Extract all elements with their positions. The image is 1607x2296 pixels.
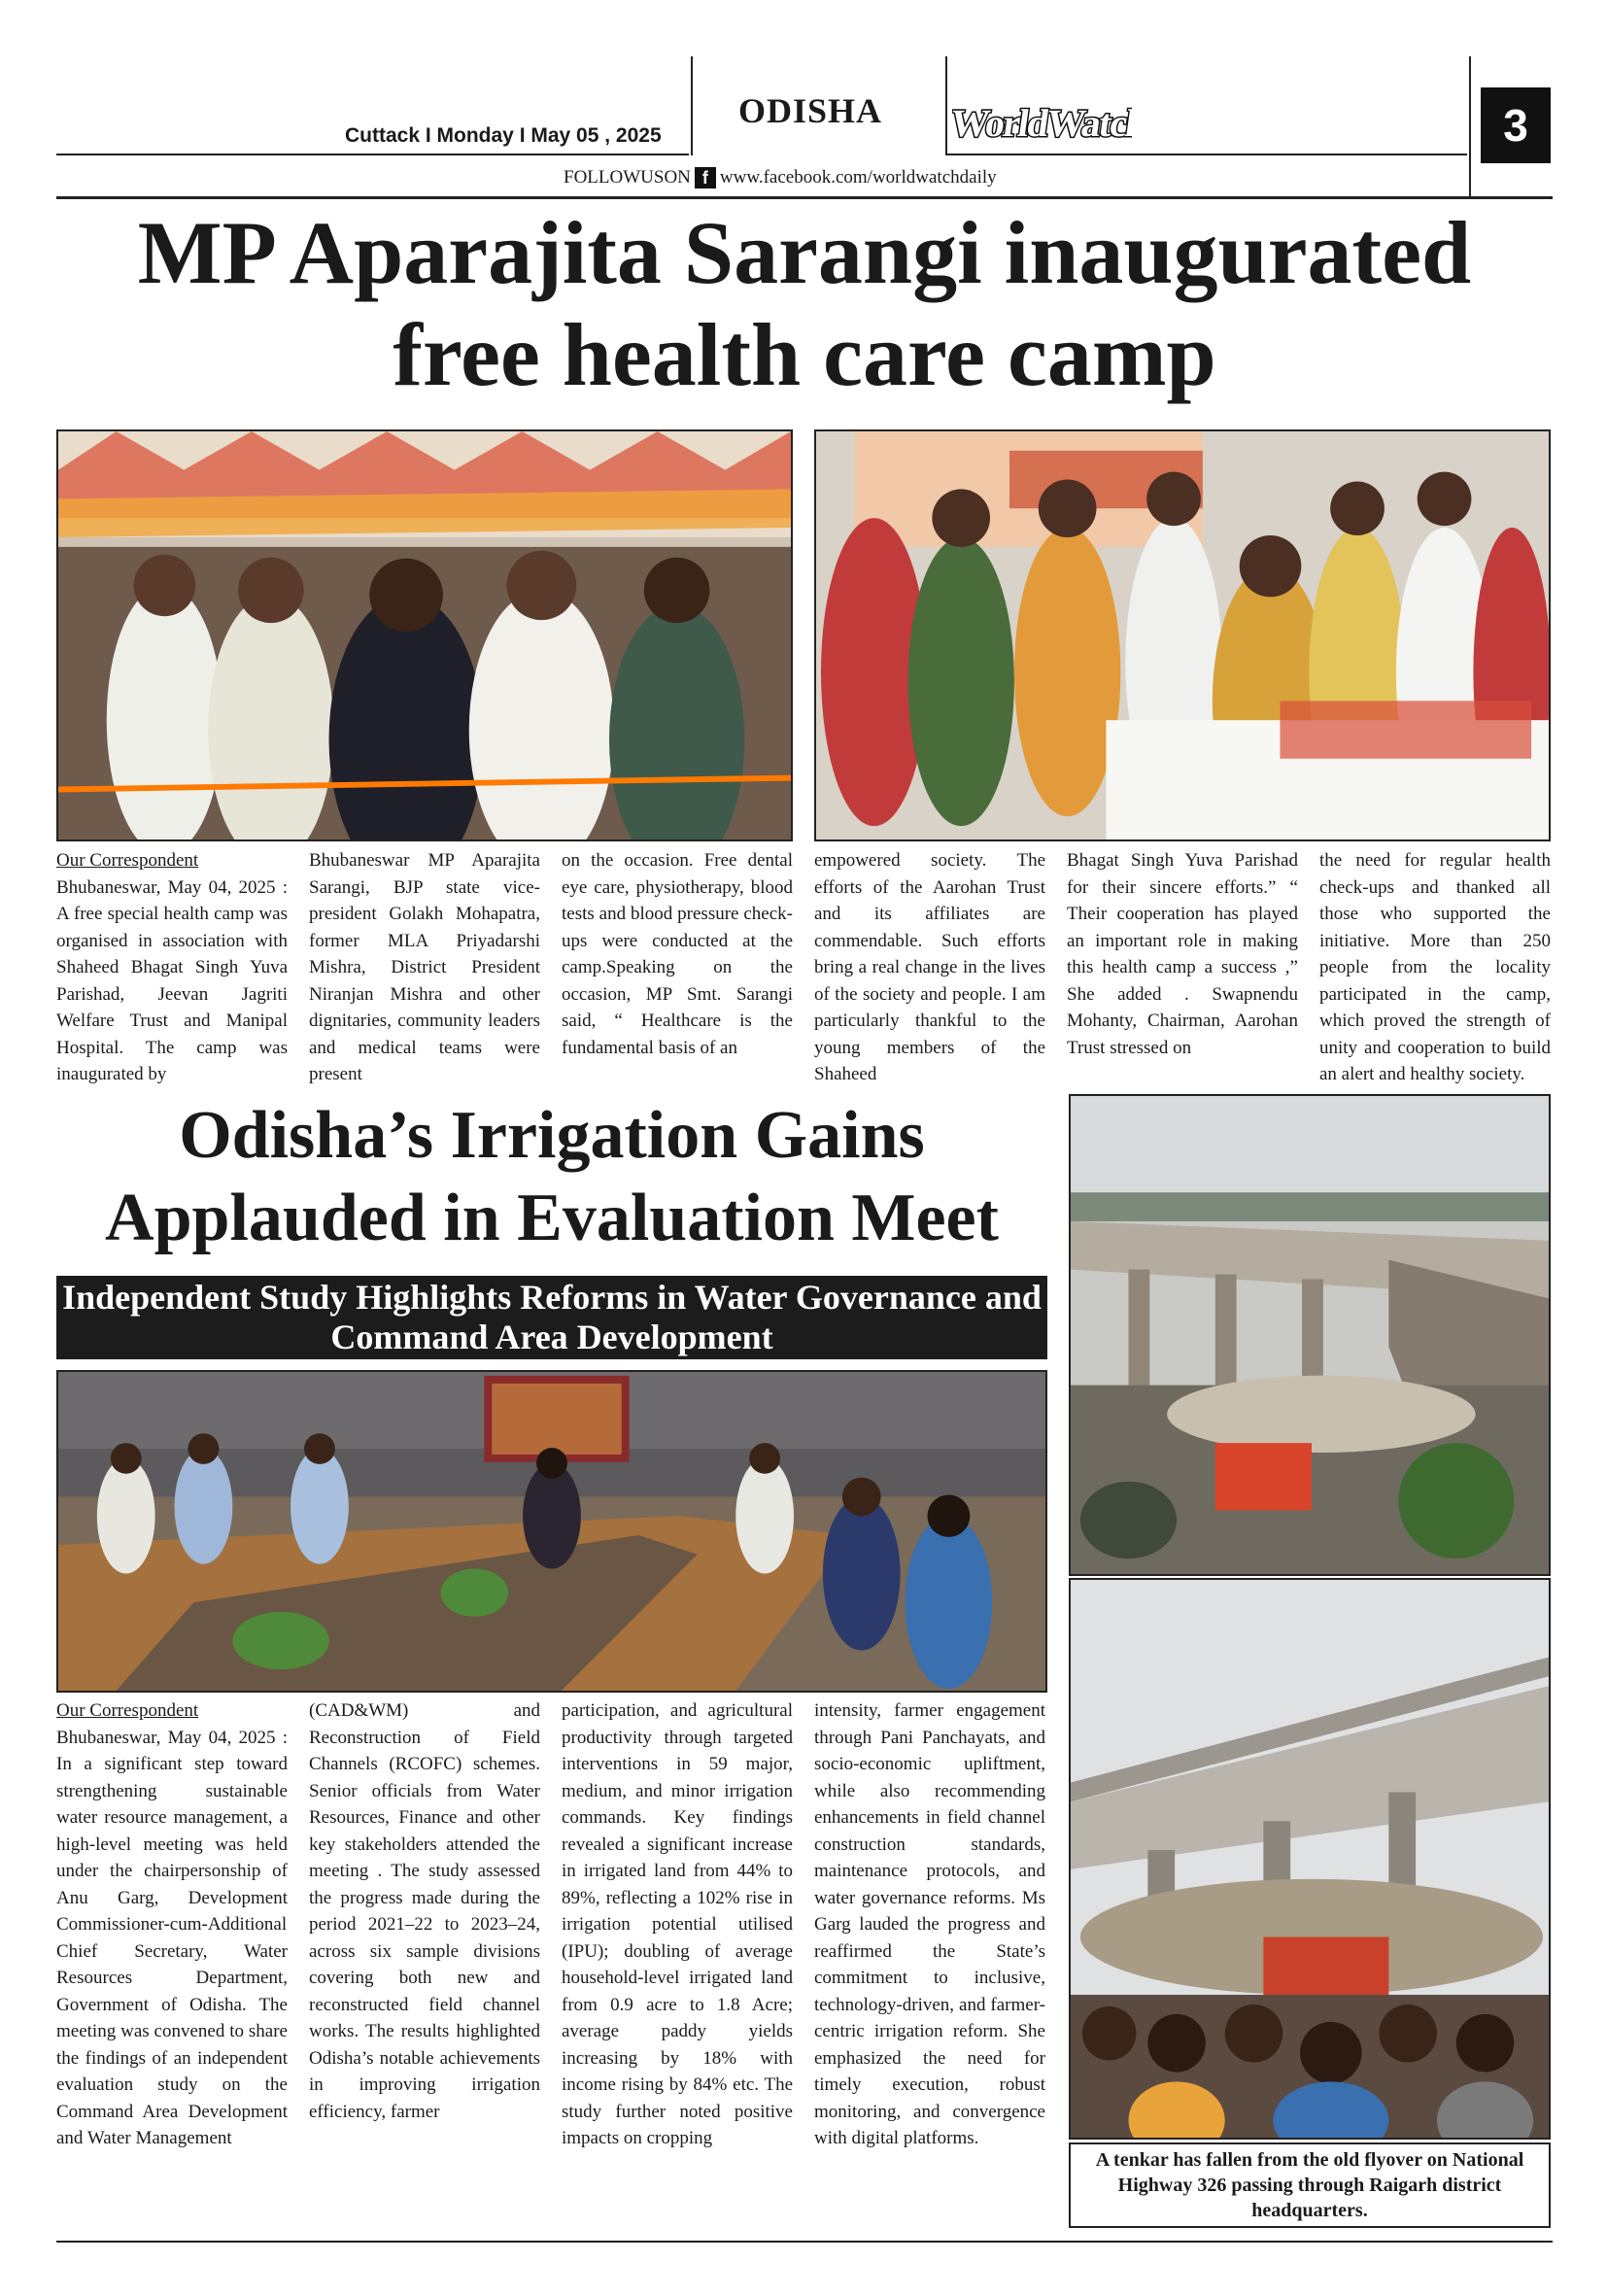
svg-text:WorldWatch: WorldWatch — [952, 101, 1132, 145]
dateline: Cuttack I Monday I May 05 , 2025 — [345, 124, 662, 147]
ribbon-cutting-photo — [56, 429, 793, 841]
meeting-photo — [56, 1370, 1047, 1693]
facebook-icon: f — [695, 167, 716, 188]
page-number: 3 — [1481, 87, 1551, 163]
masthead-rule — [56, 154, 689, 155]
story1-byline: Our Correspondent — [56, 850, 199, 871]
flyover-accident-photo-bottom — [1069, 1578, 1551, 2140]
flyover-accident-photo-top — [1069, 1094, 1551, 1576]
story1-column-3: on the occasion. Free dental eye care, physiotherapy, blood tests and blood pressure check-ups were conducted at the camp.Speaking on the occasion, MP Smt. Sarangi said, “ Healthcare is the fundamental basis of an — [562, 850, 793, 1058]
story1-column-2: Bhubaneswar MP Aparajita Sarangi, BJP state vice-president Golakh Mohapatra, former MLA Priyadarshi Mishra, District President Niranjan Mishra and other dignitaries, community leaders and medical teams were present — [309, 850, 540, 1084]
svg-text:WorldWatch: WorldWatch — [952, 101, 1132, 145]
dental-checkup-photo — [814, 429, 1551, 841]
masthead-divider — [1469, 56, 1471, 196]
masthead-divider — [945, 56, 947, 155]
follow-label: FOLLOWUSON — [564, 167, 691, 188]
story1-column-4: empowered society. The efforts of the Aarohan Trust and its affiliates are commendable. Such efforts bring a real change in the lives of the society and people. I am particularly thankful to the young members of the Shaheed — [814, 850, 1045, 1084]
story2-column-2: (CAD&WM) and Reconstruction of Field Channels (RCOFC) schemes. Senior officials from Water Resources, Finance and other key stakeholders attended the meeting . The study assessed the progress made during the period 2021–22 to 2023–24, across six sample divisions covering both new and reconstructed field channel works. The results highlighted Odisha’s notable achievements in improving irrigation efficiency, farmer — [309, 1700, 540, 2122]
story1-column-5: Bhagat Singh Yuva Parishad for their sincere efforts.” “ Their cooperation has played an important role in making this health camp a success ,” She added . Swapnendu Mohanty, Chairman, Aarohan Trust stressed on — [1067, 850, 1298, 1058]
header-rule — [56, 196, 1553, 199]
story2-headline: Odisha’s Irrigation Gains Applauded in Evaluation Meet — [105, 1098, 999, 1256]
follow-us-line — [564, 167, 997, 188]
story2-byline: Our Correspondent — [56, 1700, 199, 1721]
story1-headline: MP Aparajita Sarangi inaugurated free health care camp — [137, 203, 1472, 404]
newspaper-logo — [952, 86, 1132, 155]
photo-caption: A tenkar has fallen from the old flyover on National Highway 326 passing through Raigarh district headquarters. — [1069, 2142, 1551, 2228]
story2-column-1: Our Correspondent Bhubaneswar, May 04, 2025 : In a significant step toward strengthening sustainable water resource management, a high-level meeting was held under the chairpersonship of Anu Garg, Development Commissioner-cum-Additional Chief Secretary, Water Resources Department, Government of Odisha. The meeting was convened to share the findings of an independent evaluation study on the Command Area Development and Water Management — [56, 1697, 288, 2238]
masthead-divider — [691, 56, 693, 155]
story1-column-1: Our Correspondent Bhubaneswar, May 04, 2025 : A free special health camp was organised in association with Shaheed Bhagat Singh Yuva Parishad, Jeevan Jagriti Welfare Trust and Manipal Hospital. The camp was inaugurated by — [56, 847, 288, 1090]
facebook-link[interactable]: www.facebook.com/worldwatchdaily — [719, 167, 997, 188]
footer-rule — [56, 2241, 1553, 2243]
story2-column-4: intensity, farmer engagement through Pani Panchayats, and socio-economic upliftment, while also recommending enhancements in field channel construction standards, maintenance protocols, and water governance reforms. Ms Garg lauded the progress and reaffirmed the State’s commitment to inclusive, technology-driven, and farmer-centric irrigation reform. She emphasized the need for timely execution, robust monitoring, and convergence with digital platforms. — [814, 1700, 1045, 2148]
section-title: ODISHA — [738, 91, 883, 130]
story2-column-3: participation, and agricultural productivity through targeted interventions in 59 major, medium, and minor irrigation commands. Key findings revealed a significant increase in irrigated land from 44% to 89%, reflecting a 102% rise in irrigation potential utilised (IPU); doubling of average household-level irrigated land from 0.9 acre to 1.8 Acre; average paddy yields increasing by 18% with income rising by 84% etc. The study further noted positive impacts on cropping — [562, 1700, 793, 2148]
story1-column-6: the need for regular health check-ups and thanked all those who supported the initiative. More than 250 people from the locality participated in the camp, which proved the strength of unity and cooperation to build an alert and healthy society. — [1319, 850, 1551, 1084]
story2-subheadline: Independent Study Highlights Reforms in Water Governance and Command Area Development — [56, 1276, 1047, 1359]
